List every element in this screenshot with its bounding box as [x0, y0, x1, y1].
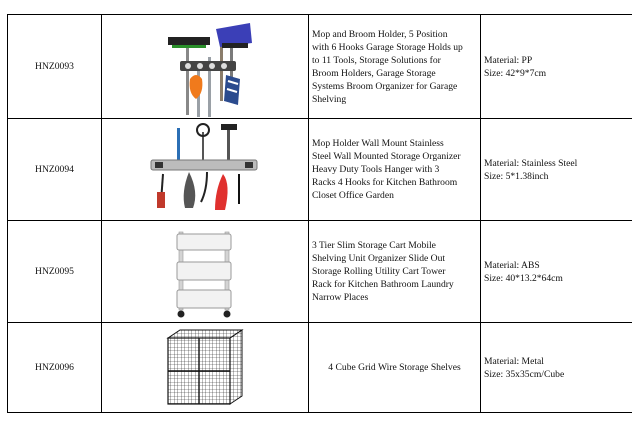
description-line: Storage Rolling Utility Cart Tower — [312, 266, 446, 277]
material-text: Material: PP — [484, 54, 533, 66]
product-spec — [481, 15, 632, 119]
description-line: Systems Broom Organizer for Garage — [312, 80, 458, 92]
description-line: Mop Holder Wall Mount Stainless — [312, 138, 444, 149]
size-text: Size: 42*9*7cm — [484, 67, 547, 79]
product-description — [309, 221, 481, 323]
product-image — [102, 119, 309, 221]
product-code: HNZ0095 — [8, 221, 102, 323]
product-code: HNZ0094 — [8, 119, 102, 221]
table-row — [8, 15, 632, 119]
material-text: Material: ABS — [484, 259, 540, 271]
table-row — [8, 323, 632, 413]
material-text: Material: Metal — [484, 355, 544, 367]
description-line: Shelving — [312, 93, 347, 105]
product-image — [102, 15, 309, 119]
description-line: Heavy Duty Tools Hanger with 3 — [312, 164, 440, 175]
product-code: HNZ0096 — [8, 323, 102, 413]
material-text: Material: Stainless Steel — [484, 157, 578, 169]
table-row — [8, 221, 632, 323]
mop-broom-holder-icon — [150, 17, 260, 117]
product-image — [102, 221, 309, 323]
product-spec — [481, 119, 632, 221]
product-description — [309, 119, 481, 221]
description-line: Rack for Kitchen Bathroom Laundry — [312, 279, 454, 290]
description-line: Steel Wall Mounted Storage Organizer — [312, 151, 461, 162]
description-line: to 11 Tools, Storage Solutions for — [312, 54, 441, 66]
description-line: 4 Cube Grid Wire Storage Shelves — [328, 362, 461, 373]
description-line: Narrow Places — [312, 292, 369, 303]
slim-storage-cart-icon — [165, 224, 245, 320]
description-line: Closet Office Garden — [312, 190, 394, 201]
wire-cube-shelves-icon — [160, 326, 250, 410]
size-text: Size: 40*13.2*64cm — [484, 272, 563, 284]
product-spec — [481, 323, 632, 413]
size-text: Size: 35x35cm/Cube — [484, 368, 565, 380]
description-line: Shelving Unit Organizer Slide Out — [312, 253, 446, 264]
description-line: Broom Holders, Garage Storage — [312, 67, 436, 79]
product-spec — [481, 221, 632, 323]
product-image — [102, 323, 309, 413]
description-line: with 6 Hooks Garage Storage Holds up — [312, 41, 463, 53]
table-row — [8, 119, 632, 221]
product-description — [309, 323, 481, 413]
product-table — [7, 14, 632, 413]
product-code: HNZ0093 — [8, 15, 102, 119]
wall-mop-holder-icon — [145, 122, 265, 218]
size-text: Size: 5*1.38inch — [484, 170, 549, 182]
product-description — [309, 15, 481, 119]
description-line: Racks 4 Hooks for Kitchen Bathroom — [312, 177, 458, 188]
description-line: Mop and Broom Holder, 5 Position — [312, 28, 448, 40]
description-line: 3 Tier Slim Storage Cart Mobile — [312, 240, 436, 251]
